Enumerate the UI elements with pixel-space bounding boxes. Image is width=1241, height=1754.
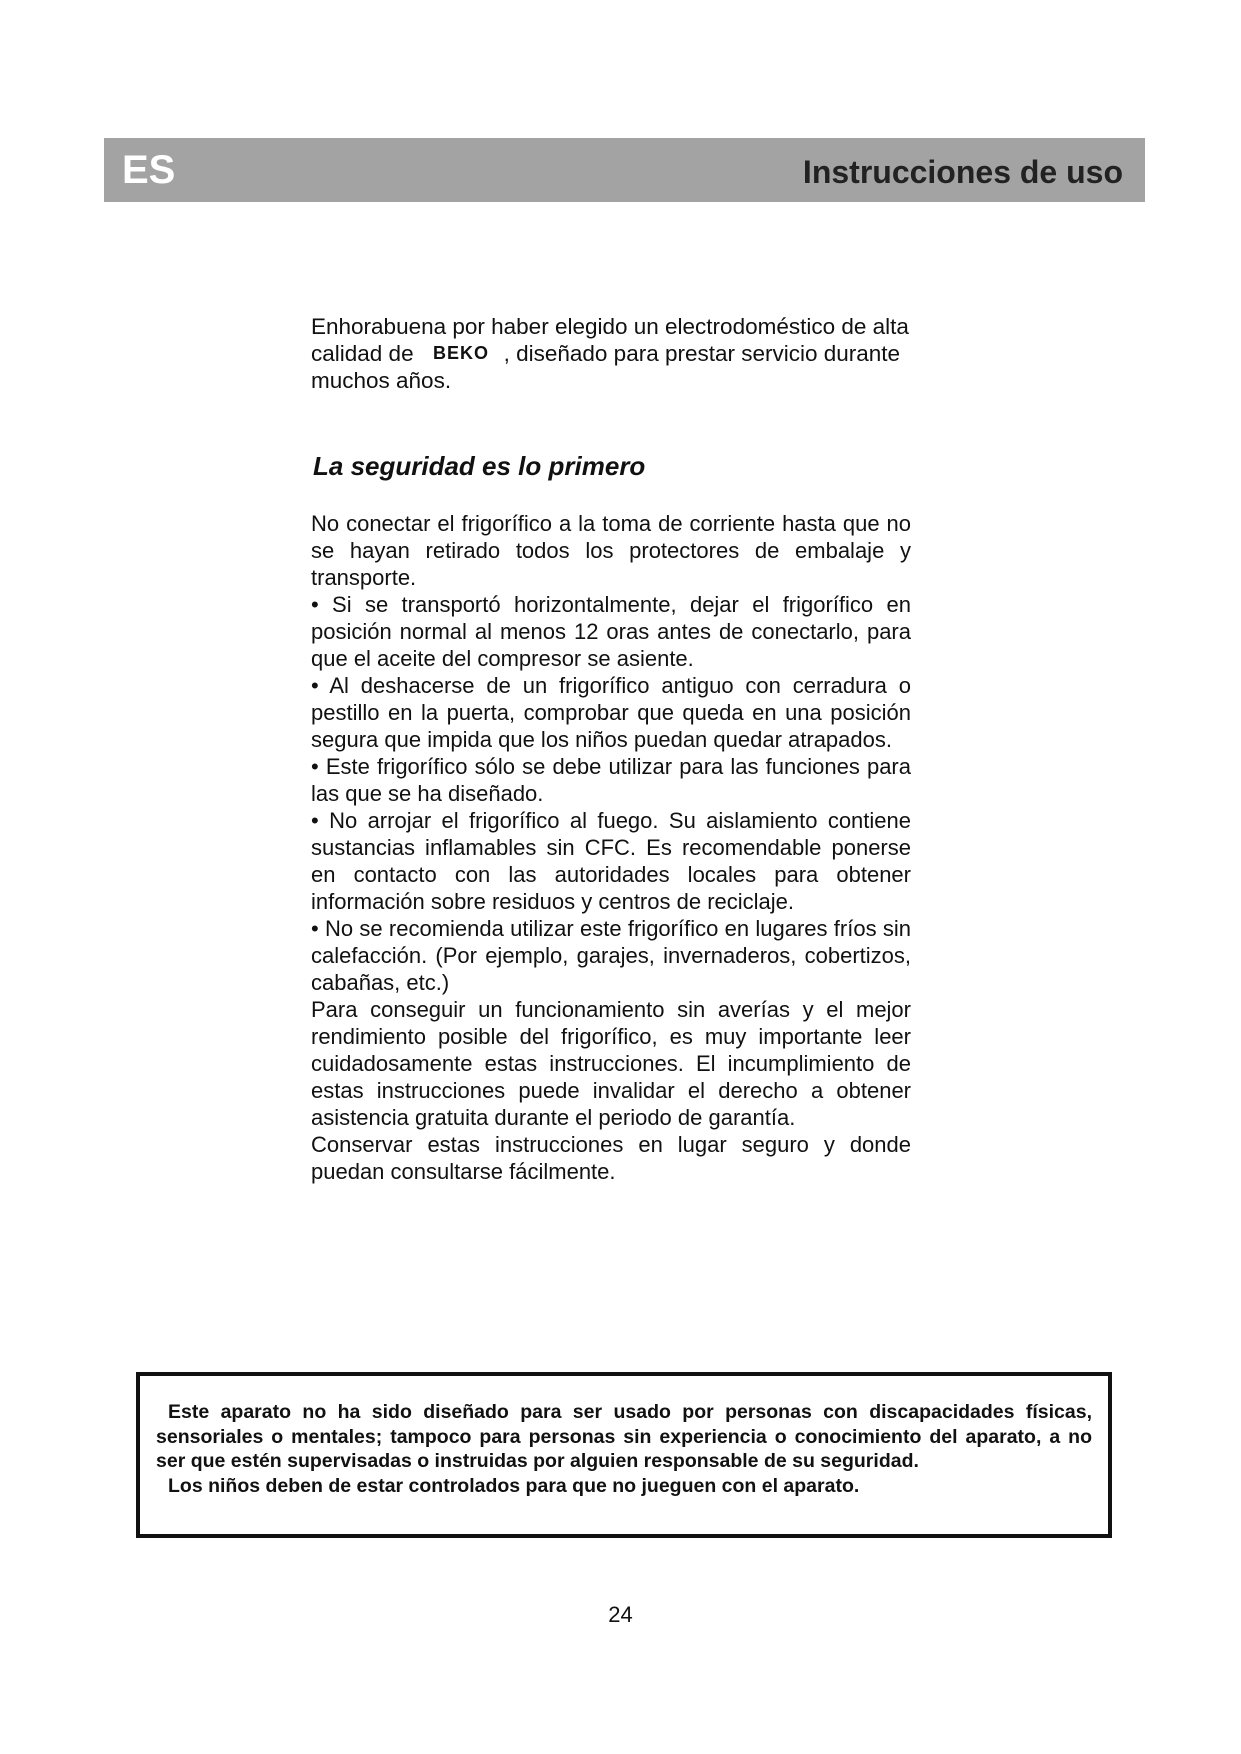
safety-paragraph: No conectar el frigorífico a la toma de corriente hasta que no se hayan retirado todos los protectores de embalaje y transporte. xyxy=(311,511,911,590)
language-code: ES xyxy=(122,148,176,192)
safety-paragraph: • Este frigorífico sólo se debe utilizar para las funciones para las que se ha diseñado. xyxy=(311,754,911,806)
intro-text-after: , diseñado para prestar servicio durante muchos años. xyxy=(311,341,901,393)
page-number: 24 xyxy=(608,1602,633,1627)
notice-paragraph: Este aparato no ha sido diseñado para ser usado por personas con discapacidades físicas, sensoriales o mentales; tampoco para personas sin experiencia o conocimiento del aparato, a no ser que estén supervisadas o instruidas por alguien responsable de su seguridad. xyxy=(156,1401,1092,1472)
svg-text:BEKO: BEKO xyxy=(432,344,489,363)
notice-paragraph: Los niños deben de estar controlados para que no jueguen con el aparato. xyxy=(168,1474,860,1497)
beko-logo xyxy=(422,344,500,362)
section-title: La seguridad es lo primero xyxy=(313,451,646,481)
safety-paragraph: • No arrojar el frigorífico al fuego. Su aislamiento contiene sustancias inflamables sin CFC. Es recomendable ponerse en contacto con las autoridades locales para obtener información sobre residuos y centros de reciclaje. xyxy=(311,808,911,914)
page-title: Instrucciones de uso xyxy=(802,154,1123,190)
safety-text xyxy=(311,510,911,1185)
warning-notice-box xyxy=(136,1372,1112,1538)
safety-paragraph: Conservar estas instrucciones en lugar seguro y donde puedan consultarse fácilmente. xyxy=(311,1132,911,1184)
safety-paragraph: • No se recomienda utilizar este frigorífico en lugares fríos sin calefacción. (Por ejemplo, garajes, invernaderos, cobertizos, cabañas, etc.) xyxy=(311,916,911,995)
safety-paragraph: • Al deshacerse de un frigorífico antiguo con cerradura o pestillo en la puerta, comprobar que queda en una posición segura que impida que los niños puedan quedar atrapados. xyxy=(311,673,911,752)
safety-paragraph: • Si se transportó horizontalmente, dejar el frigorífico en posición normal al menos 12 oras antes de conectarlo, para que el aceite del compresor se asiente. xyxy=(311,592,911,671)
safety-paragraph: Para conseguir un funcionamiento sin averías y el mejor rendimiento posible del frigorífico, es muy importante leer cuidadosamente estas instrucciones. El incumplimiento de estas instrucciones puede invalidar el derecho a obtener asistencia gratuita durante el periodo de garantía. xyxy=(311,997,911,1130)
intro-paragraph xyxy=(311,313,911,394)
header-bar xyxy=(104,138,1145,202)
intro-text-before: Enhorabuena por haber elegido un electrodoméstico de alta calidad de xyxy=(311,314,909,366)
